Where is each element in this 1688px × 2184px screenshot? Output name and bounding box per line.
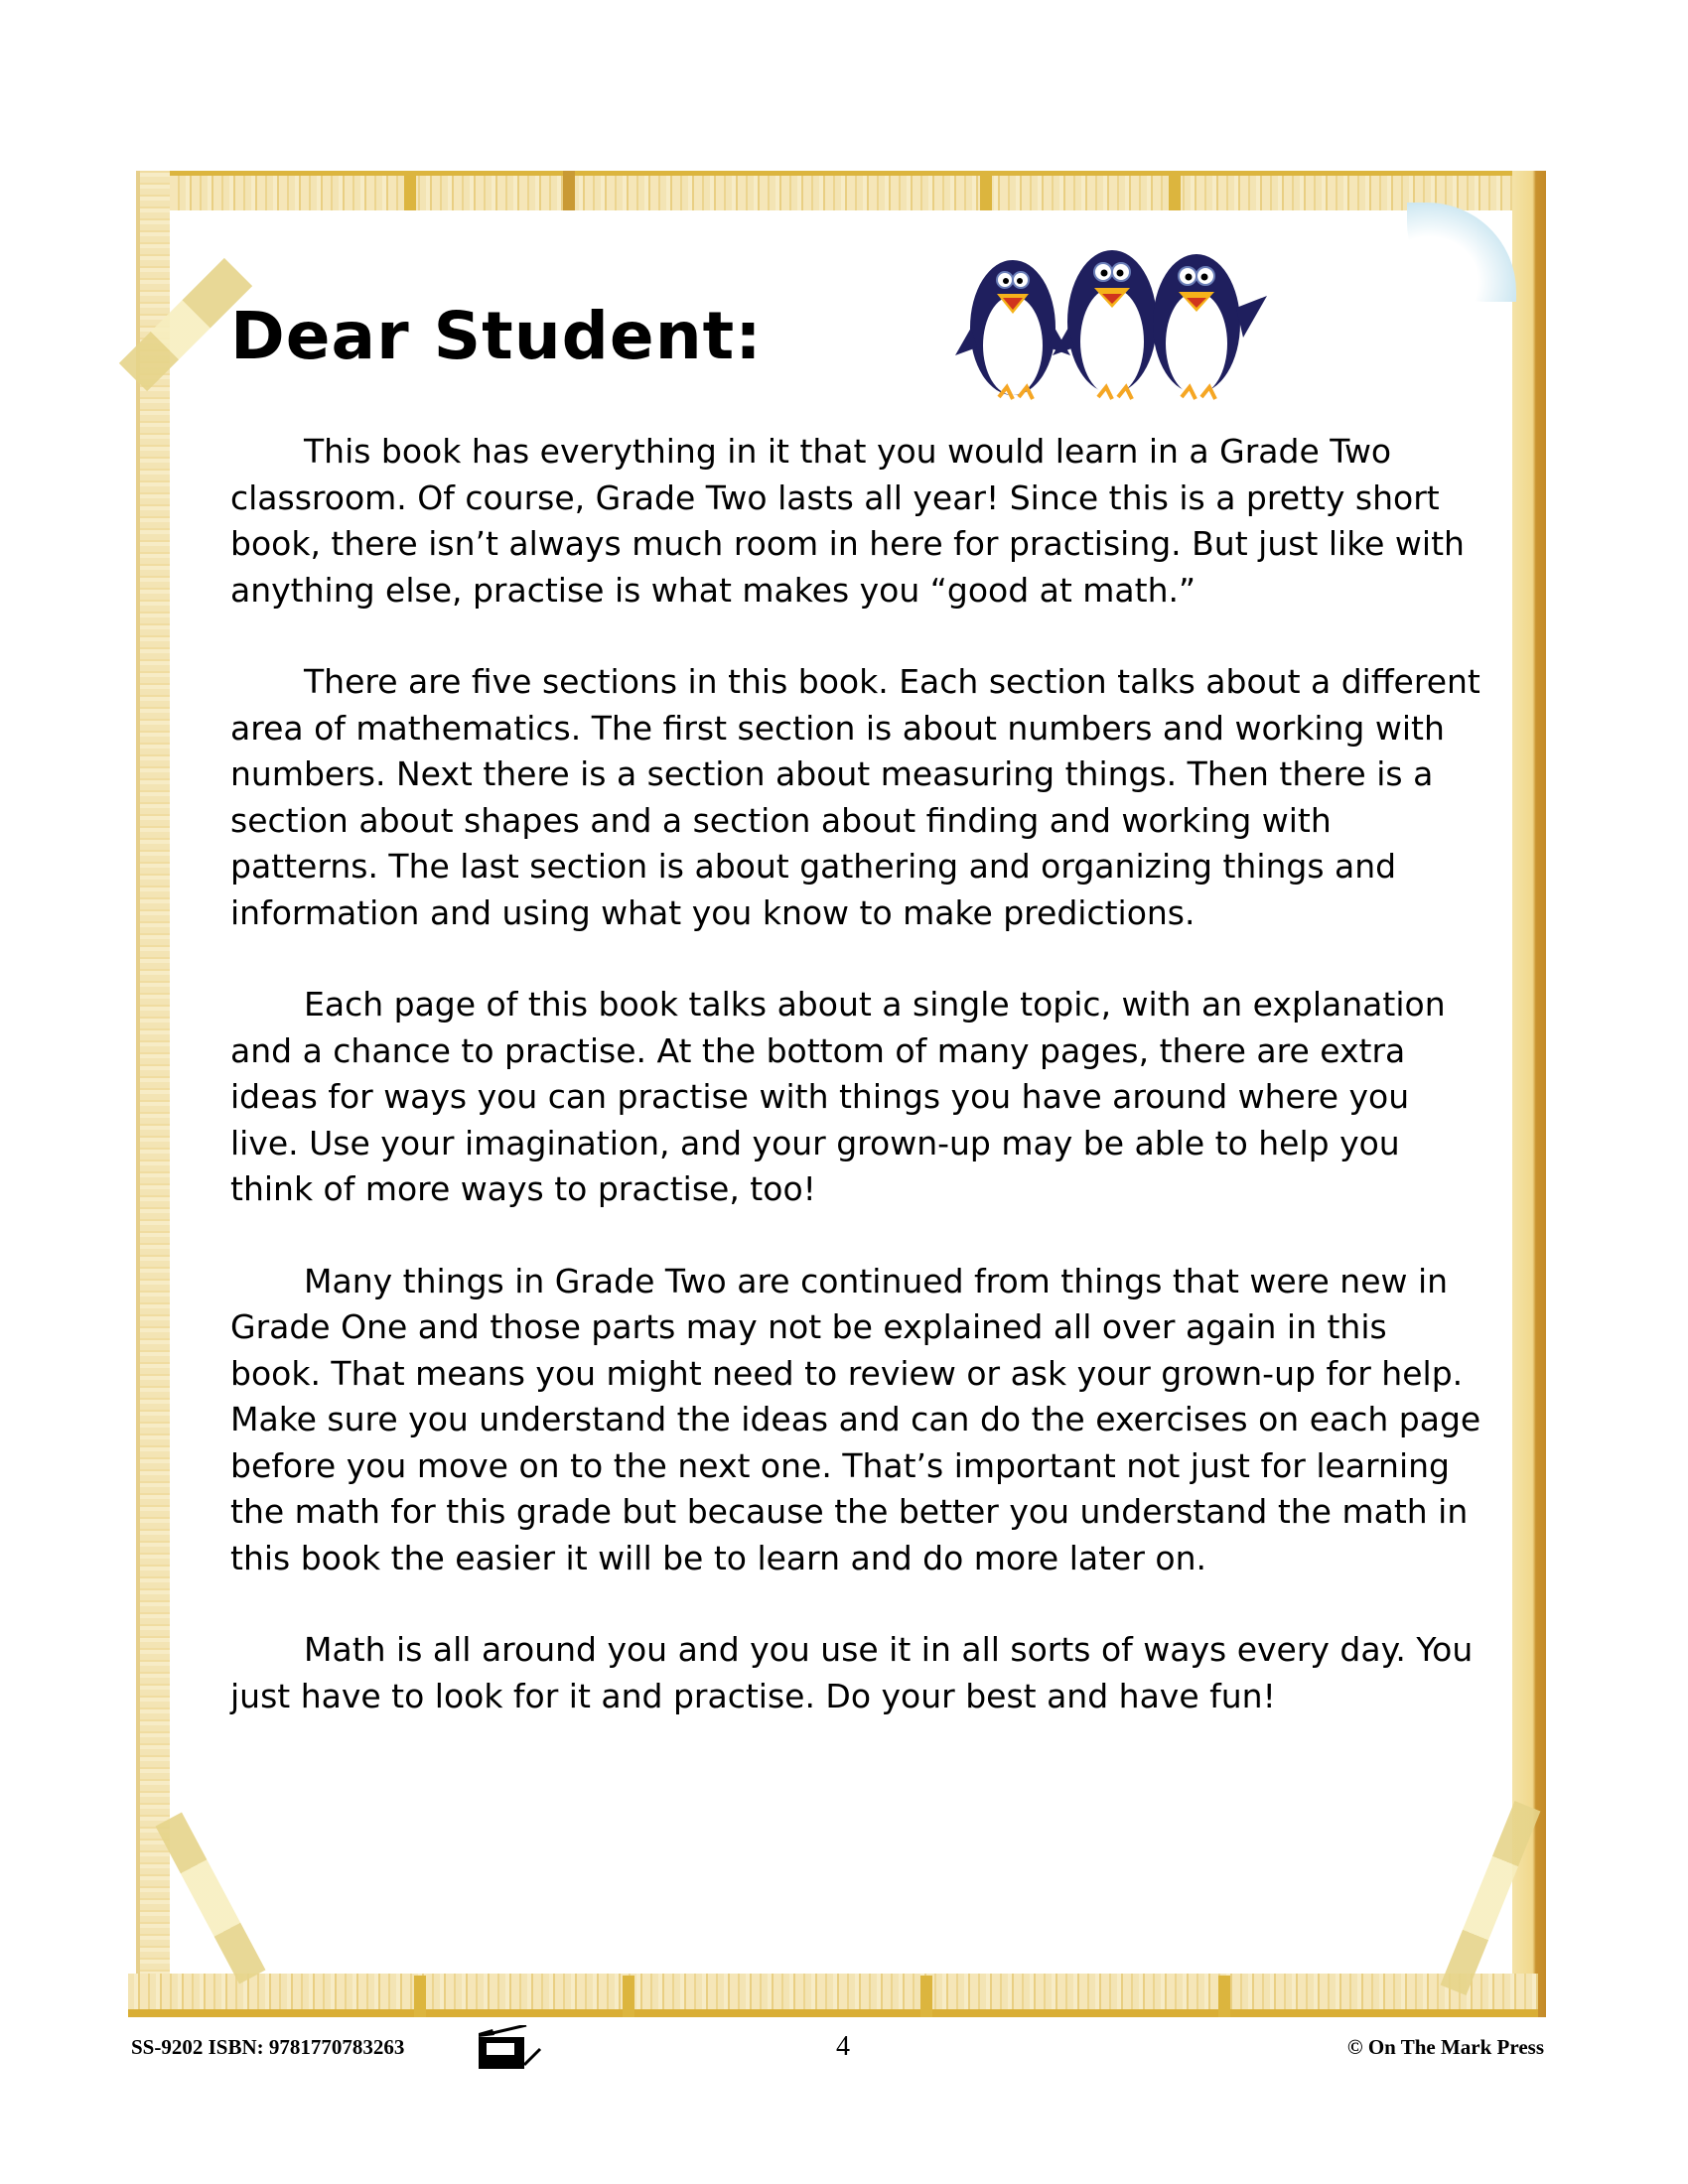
frame-seam xyxy=(623,1976,634,2017)
paragraph: Each page of this book talks about a single topic, with an explanation and a chance to practise. At the bottom of many pages, there are extra ideas for ways you can practise with things you have around where you live. Use your imagination, and your grown-up may be able to help you think of more ways to practise, too! xyxy=(230,985,1446,1208)
letter-body xyxy=(230,429,1486,1765)
page-footer xyxy=(0,2031,1688,2075)
page-number: 4 xyxy=(836,2031,850,2062)
paragraph: Many things in Grade Two are continued from things that were new in Grade One and those parts may not be explained all over again in this book. That means you might need to review or ask your grown-up for help. Make sure you understand the ideas and can do the exercises on each page before you move on to the next one. That’s important not just for learning the math for this grade but because the better you understand the math in this book the easier it will be to learn and do more later on. xyxy=(230,1261,1481,1577)
frame-seam xyxy=(404,171,416,215)
frame-seam xyxy=(414,1976,426,2017)
penguin-icon xyxy=(1153,254,1267,399)
copyright: © On The Mark Press xyxy=(1346,2035,1544,2059)
page-title: Dear Student: xyxy=(230,298,763,374)
frame-left-board xyxy=(136,171,170,2017)
frame-right-board xyxy=(1512,171,1546,2017)
paragraph: There are five sections in this book. Each section talks about a different area of mathematics. The first section is about numbers and working with numbers. Next there is a section about measuring things. Then there is a section about shapes and a section about finding and working with patterns. The last section is about gathering and organizing things and information and using what you know to make predictions. xyxy=(230,662,1480,932)
penguins-illustration xyxy=(933,228,1311,407)
paragraph: Math is all around you and you use it in all sorts of ways every day. You just have to look for it and practise. Do your best and have fun! xyxy=(230,1630,1474,1715)
photocopier-icon xyxy=(475,2025,574,2069)
frame-seam xyxy=(563,171,575,215)
frame-seam xyxy=(920,1976,932,2017)
penguin-icon xyxy=(955,260,1070,399)
penguin-icon xyxy=(1053,250,1157,399)
frame-seam xyxy=(980,171,992,215)
frame-bottom-board xyxy=(128,1974,1538,2017)
code-isbn: SS-9202 ISBN: 9781770783263 xyxy=(131,2035,405,2059)
paragraph: This book has everything in it that you would learn in a Grade Two classroom. Of course, Grade Two lasts all year! Since this is a pretty short book, there isn’t always much room in here for practising. But just like with anything else, practise is what makes you “good at math.” xyxy=(230,432,1465,610)
frame-top-board xyxy=(136,171,1526,215)
frame-seam xyxy=(1169,171,1181,215)
frame-seam xyxy=(1218,1976,1230,2017)
